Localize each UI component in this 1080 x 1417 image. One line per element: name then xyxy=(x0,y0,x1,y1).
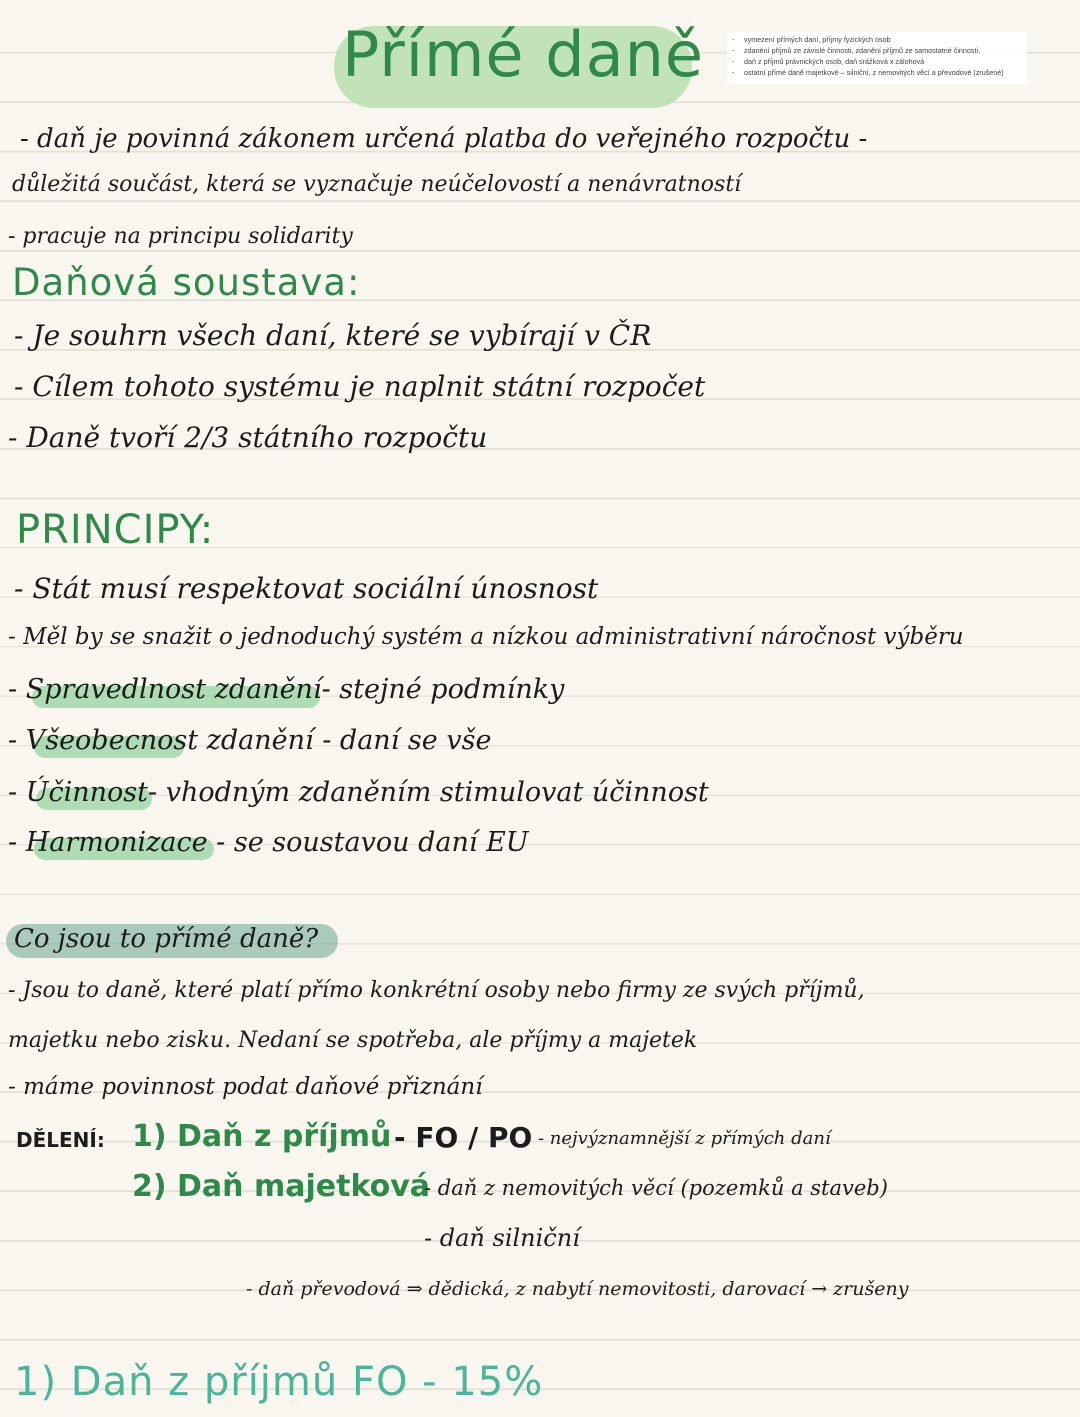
principle-item: - Měl by se snažit o jednoduchý systém a nízkou administrativní náročnost výběru xyxy=(8,624,964,650)
principle-prefix: - xyxy=(8,725,18,756)
principle-term: Všeobecnost xyxy=(25,725,199,756)
prime-dane-line: majetku nebo zisku. Nedaní se spotřeba, ale příjmy a majetek xyxy=(8,1028,698,1053)
topic-item: - ostatní přímé daně majetkové – silniční, z nemovitých věcí a převodové (zrušené) xyxy=(732,67,1004,78)
deleni-item-rest: - daň silniční xyxy=(424,1224,580,1252)
section-heading-danova-soustava: Daňová soustava: xyxy=(12,261,361,304)
section-question: Co jsou to přímé daně? xyxy=(14,924,319,954)
section-heading-dan-z-prijmu-fo: 1) Daň z příjmů FO - 15% xyxy=(14,1359,544,1405)
principle-desc: - stejné podmínky xyxy=(321,674,565,705)
principle-term: Účinnost xyxy=(25,777,148,808)
deleni-item-main: 2) Daň majetková xyxy=(132,1169,431,1204)
intro-line: důležitá součást, která se vyznačuje neúčelovostí a nenávratností xyxy=(12,172,742,197)
principle-item xyxy=(8,779,709,806)
page-title: Přímé daně xyxy=(342,18,705,91)
deleni-item-rest: - daň z nemovitých věcí (pozemků a staveb) xyxy=(424,1176,888,1200)
deleni-label: DĚLENÍ: xyxy=(16,1128,105,1152)
section-heading-principy: PRINCIPY: xyxy=(16,507,215,553)
principle-item: - Stát musí respektovat sociální únosnost xyxy=(14,572,599,605)
prime-dane-line: - Jsou to daně, které platí přímo konkrétní osoby nebo firmy ze svých příjmů, xyxy=(8,978,865,1003)
principle-prefix: - xyxy=(8,674,18,705)
principle-item xyxy=(8,676,564,703)
deleni-item-main: 1) Daň z příjmů xyxy=(132,1119,392,1154)
principle-desc: - se soustavou daní EU xyxy=(216,827,529,858)
deleni-item-rest: - FO / PO xyxy=(394,1121,533,1154)
soustava-item: - Je souhrn všech daní, které se vybírají v ČR xyxy=(14,319,652,352)
soustava-item: - Cílem tohoto systému je naplnit státní rozpočet xyxy=(14,370,706,403)
soustava-item: - Daně tvoří 2/3 státního rozpočtu xyxy=(8,421,488,454)
topic-item: - vymezení přímých daní, příjmy fyzických osob xyxy=(732,34,1004,45)
topic-item: - zdanění příjmů ze závislé činnosti, zdanění příjmů ze samostatné činnosti, xyxy=(732,45,1004,56)
principle-desc: zdanění - daní se vše xyxy=(206,725,492,756)
deleni-item-rest: - daň převodová ⇒ dědická, z nabytí nemovitosti, darovací → zrušeny xyxy=(246,1278,909,1300)
principle-prefix: - xyxy=(8,827,18,858)
principle-prefix: - xyxy=(8,777,18,808)
topics-list xyxy=(732,34,1004,78)
principle-desc: - vhodným zdaněním stimulovat účinnost xyxy=(147,777,709,808)
principle-term: Harmonizace xyxy=(25,827,208,858)
principle-item xyxy=(8,727,491,754)
deleni-item-note: - nejvýznamnější z přímých daní xyxy=(538,1128,831,1149)
intro-line: - daň je povinná zákonem určená platba do veřejného rozpočtu - xyxy=(20,124,868,154)
prime-dane-line: - máme povinnost podat daňové přiznání xyxy=(8,1074,483,1100)
topic-item: - daň z příjmů právnických osob, daň srážková x zálohová xyxy=(732,56,1004,67)
intro-line: - pracuje na principu solidarity xyxy=(8,224,353,249)
principle-item xyxy=(8,829,529,856)
principle-term: Spravedlnost zdanění xyxy=(25,674,322,705)
